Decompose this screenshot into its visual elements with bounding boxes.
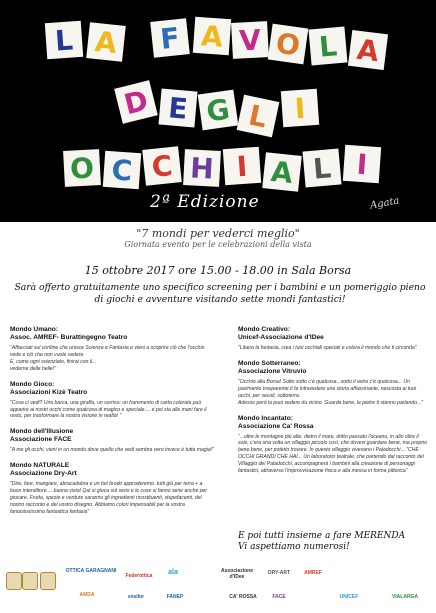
world-title: Mondo Sotterraneo: [238, 359, 301, 367]
sponsor-logo: DRY-ART [267, 570, 291, 576]
event-tagline: "7 mondi per vederci meglio" [136, 227, 300, 240]
world-title: Mondo Creativo: [238, 326, 291, 333]
world-title: Mondo Gioco: [10, 380, 55, 388]
world-block-gioco [10, 381, 215, 421]
world-block-incantato [238, 415, 428, 475]
title-letter-tile: I [343, 145, 381, 183]
worlds-left-column [10, 326, 215, 524]
worlds-right-column [238, 326, 428, 483]
sponsor-logo: Associazione d'IDee [221, 568, 253, 580]
sponsor-logo: essilor [127, 594, 145, 600]
hero-banner [0, 0, 436, 222]
world-title: Mondo dell'Illusione [10, 428, 74, 436]
world-title: Mondo NATURALE [10, 462, 70, 470]
sponsor-logo: VIALARGA [391, 594, 419, 600]
crest-icon [40, 572, 56, 590]
world-association: Associazione FACE [10, 436, 72, 444]
title-letter-tile: F [150, 18, 190, 58]
world-description: "...oltre le montagne più alte, dietro il mare, dritto passato l'oceano, in alto oltre il sole, c'era una volta un villaggio piccolo così, che dovevi guardare bene, ma proprio bene bene, per poterlo trovare. In questo villaggio vivevano i Paladocchi...."CHE OCCHI GRANDI CHE HAI... Un laboratorio teatrale, che partendo dal racconto del Villaggio dei Paladocchi, accompagnerà i bambini alla creazione di personaggi fantastici, attraverso l'improvvisazione fisica e alla messa in forma pittorica" [238, 433, 427, 475]
title-letter-tile: A [262, 152, 302, 192]
title-letter-tile: C [103, 151, 141, 189]
event-subtitle: Giornata evento per le celebrazioni della vista [124, 240, 312, 249]
world-title: Mondo Umano: [10, 326, 58, 333]
crest-icon [22, 572, 38, 590]
title-letter-tile: D [114, 80, 158, 124]
world-description: "Occhio alla Borsa! Sotto sotto c'è qualcosa...sotto il vetro c'è qualcosa... Un pavimento trasparente ti fa intravedere una storia affascinante, nascosta ai tuoi occhi, per secoli, sottoterra. Adesso però la puoi vedere da vicino. Guarda bene, le pietre ti stanno parlando..." [238, 378, 424, 406]
sponsor-logo: OTTICA GARAGNANI [65, 568, 117, 574]
edition-label: 2ª Edizione [150, 192, 260, 212]
title-letter-tile: O [268, 24, 309, 65]
title-letter-tile: L [302, 148, 341, 187]
closing-message: E poi tutti insieme a fare MERENDA Vi aspettiamo numerosi! [238, 531, 406, 552]
comune-seal-icon [6, 572, 22, 590]
sponsor-logo: ala [168, 569, 178, 576]
world-title: Mondo Incantato: [238, 414, 293, 422]
world-block-umano [10, 326, 215, 373]
world-description: "Dire, fare, mangiare, abracadabra e un bel brodo approderemo. tutti giù per terra + a buon intenditore.... buona vista! Qui si gioca sul serio e le cose si fanno serie anche per giocare. Frutta, spezie e verdure saranno gli ingredienti ricostituenti, stupefacenti, del nostro racconto e del vostro disegno. Abbiamo colori impensabili per la vostra fantasiosissima fantastica fantasia" [10, 481, 208, 515]
title-letter-tile: A [193, 17, 231, 55]
world-association: Associazione Dry-Art [10, 470, 77, 478]
world-block-naturale [10, 462, 215, 516]
world-association: Associazione Ca' Rossa [238, 422, 314, 430]
world-description: "Libera la fantasia, crea i tuoi occhiali speciali e colora il mondo che ti circonda" [238, 345, 417, 351]
artist-signature: Agata [369, 195, 401, 212]
world-block-sotterraneo [238, 360, 428, 407]
title-letter-tile: L [45, 21, 83, 59]
sponsor-logo: FANEP [166, 594, 184, 600]
sponsor-logos-strip [0, 562, 436, 613]
world-description: "A me gli occhi, vieni in un mondo dove quello che vedi sembra vero invece è tutta magia!" [10, 447, 214, 454]
sponsor-logo: FACE [272, 594, 286, 600]
sponsor-logo: CA' ROSSA [229, 594, 257, 600]
world-association: Associazione Vitruvio [238, 367, 307, 375]
sponsor-logo: AMDA [79, 592, 95, 598]
title-letter-tile: A [348, 30, 388, 70]
event-offer-text: Sarà offerto gratuitamente uno specifico screening per i bambini e un pomeriggio pieno di giochi e avventure visitando sette mondi fantastici! [14, 282, 426, 305]
title-letter-tile: A [86, 22, 126, 62]
title-letter-tile: L [308, 26, 347, 65]
world-block-creativo [238, 326, 428, 352]
world-description: "Cosa ci vedi? Una barca, una giraffa, un sorriso: un frammento di carta colorata può apparire ai nostri occhi come qualcosa di magico e speciale.... e poi sta alle mani fare il resto, per trasformare la nostra visione in realtà! " [10, 399, 207, 420]
title-letter-tile: E [158, 88, 197, 127]
sponsor-logo: AMREF [304, 570, 322, 576]
title-letter-tile: G [198, 90, 239, 131]
world-block-illusione [10, 428, 215, 454]
world-association: Associazioni Kizè Teatro [10, 388, 88, 396]
world-association: Unicef-Associazione d'IDee [238, 334, 324, 341]
title-letter-tile: O [63, 149, 101, 187]
world-description: "Affacciati sul confine che unisce Scienza e Fantasia e vieni a scoprire ciò che l'occhio vede e ciò che non vuole vedere. E, come ogni scienziato, finirai con il... vederne delle belle!" [10, 345, 205, 372]
title-letter-tile: C [142, 146, 182, 186]
title-letter-tile: H [183, 149, 221, 187]
title-letter-tile: I [223, 147, 261, 185]
sponsor-logo: UNICEF [339, 594, 359, 600]
title-letter-tile: I [281, 89, 319, 127]
world-association: Assoc. AMREF- Burattingegno Teatro [10, 334, 128, 341]
title-letter-tile: L [237, 95, 280, 138]
event-dateline: 15 ottobre 2017 ore 15.00 - 18.00 in Sala Borsa [84, 264, 352, 277]
title-letter-tile: V [231, 21, 269, 59]
sponsor-logo: Federottica [125, 573, 153, 579]
